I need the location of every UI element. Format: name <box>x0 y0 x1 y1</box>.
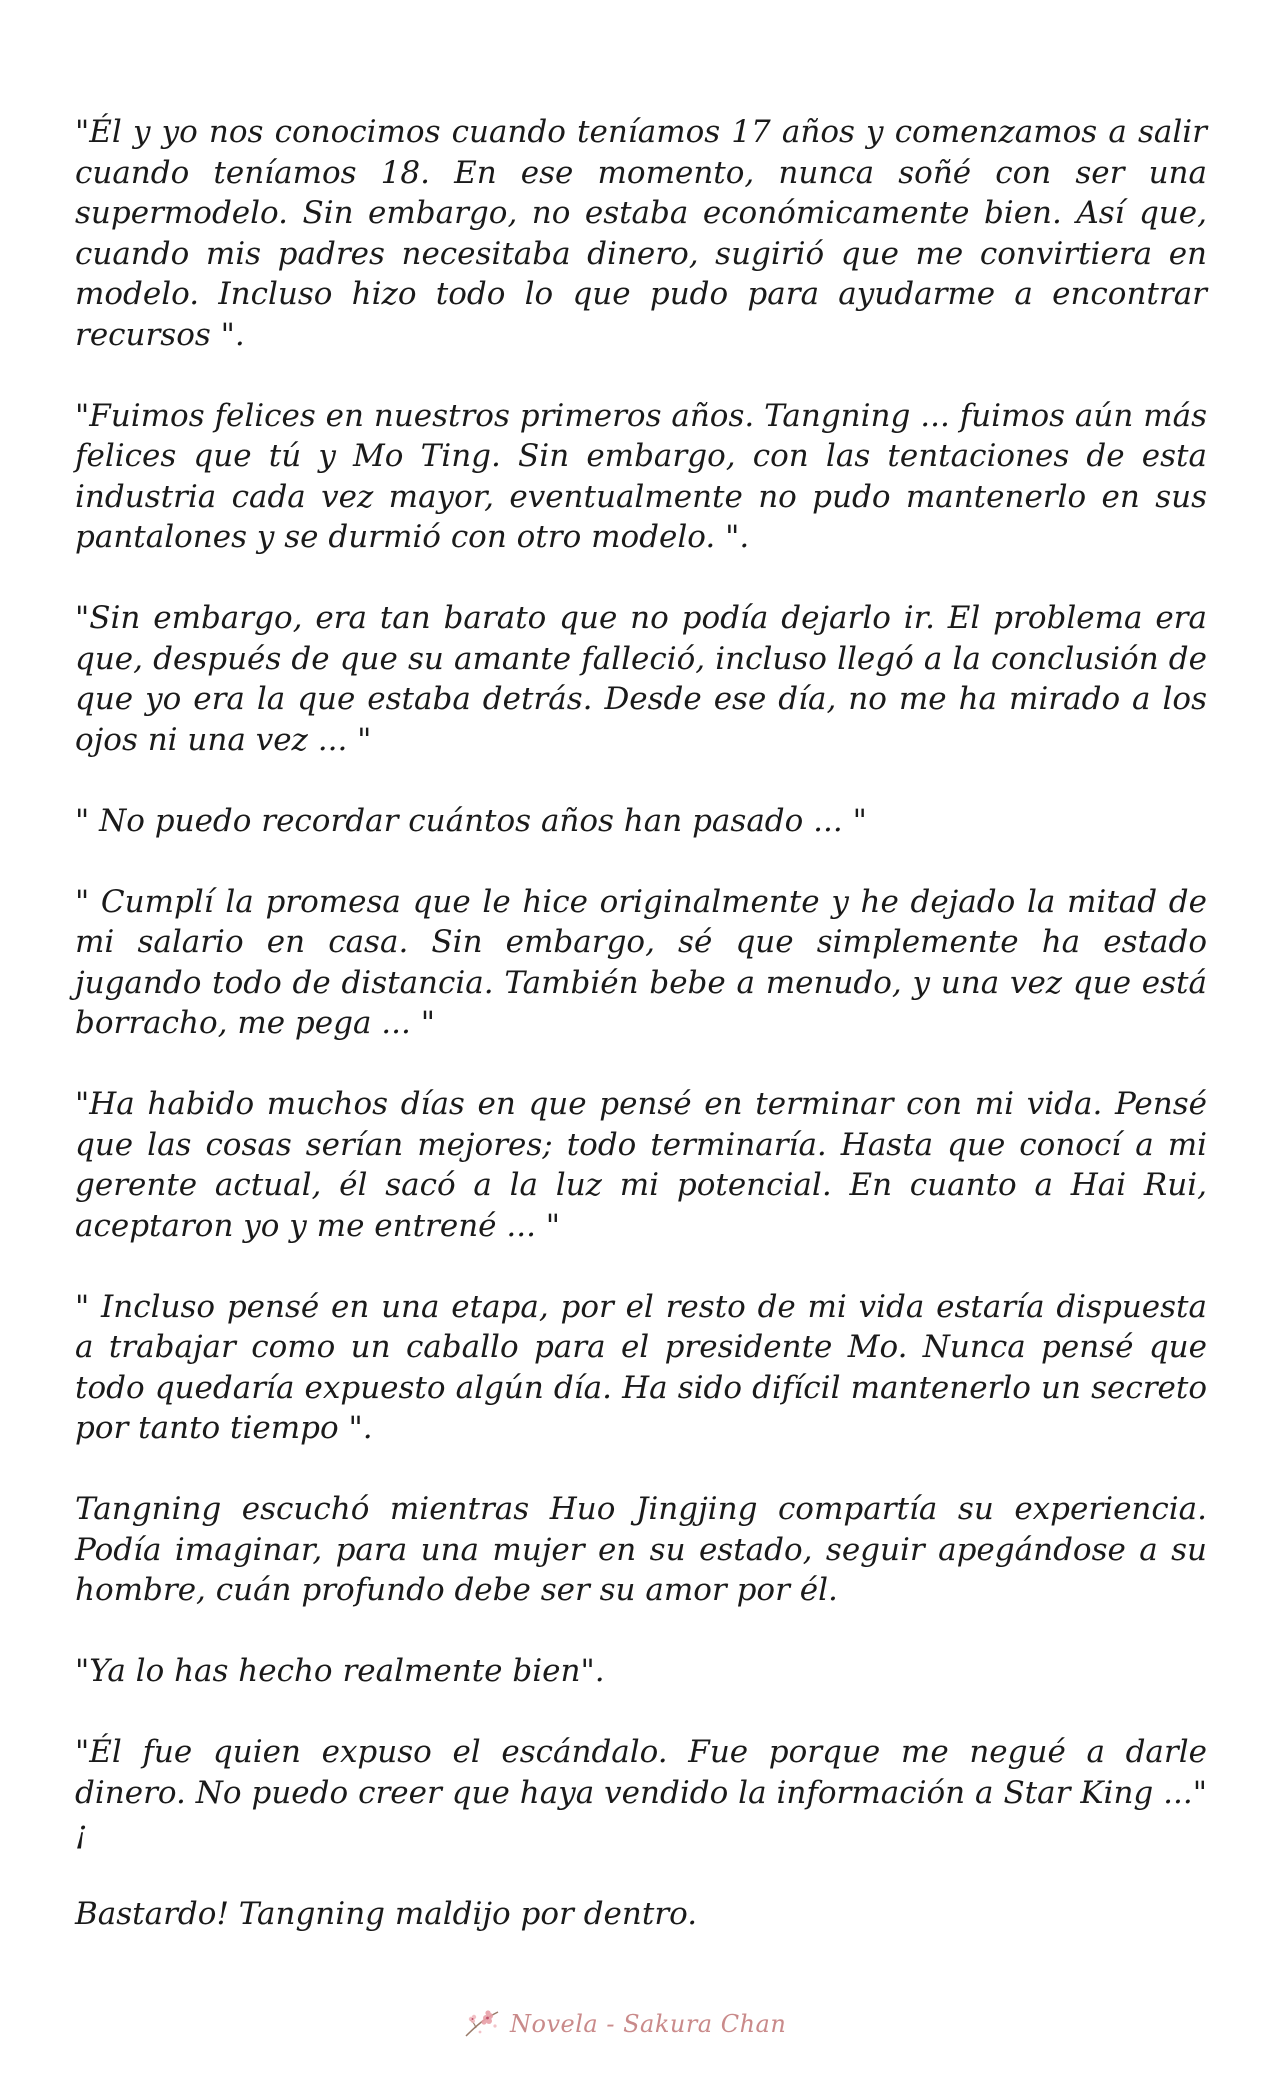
paragraph-9: "Ya lo has hecho realmente bien". <box>75 1653 605 1689</box>
paragraph-8: Tangning escuchó mientras Huo Jingjing compartía su experiencia. Podía imaginar, para una mujer en su estado, seguir apegándose a su hombre, cuán profundo debe ser su amor por él. <box>75 1491 1207 1608</box>
paragraph-1: "Él y yo nos conocimos cuando teníamos 17 años y comenzamos a salir cuando teníamos 18. En ese momento, nunca soñé con ser una supermodelo. Sin embargo, no estaba económicamente bien. Así que, cuando mis padres necesitaba dinero, sugirió que me convirtiera en modelo. Incluso hizo todo lo que pudo para ayudarme a encontrar recursos ". <box>75 114 1207 353</box>
paragraph-11: Bastardo! Tangning maldijo por dentro. <box>75 1896 698 1932</box>
watermark-text: Novela - Sakura Chan <box>510 2010 787 2038</box>
paragraph-6: "Ha habido muchos días en que pensé en terminar con mi vida. Pensé que las cosas serían mejores; todo terminaría. Hasta que conocí a mi gerente actual, él sacó a la luz mi potencial. En cuanto a Hai Rui, aceptaron yo y me entrené ... " <box>75 1086 1207 1244</box>
paragraph-4: " No puedo recordar cuántos años han pasado ... " <box>75 802 867 839</box>
chapter-text <box>75 112 1207 1935</box>
paragraph-7: " Incluso pensé en una etapa, por el resto de mi vida estaría dispuesta a trabajar como un caballo para el presidente Mo. Nunca pensé que todo quedaría expuesto algún día. Ha sido difícil mantenerlo un secreto por tanto tiempo ". <box>75 1288 1207 1446</box>
paragraph-5: " Cumplí la promesa que le hice originalmente y he dejado la mitad de mi salario en casa. Sin embargo, sé que simplemente ha estado jugando todo de distancia. También bebe a menudo, y una vez que está borracho, me pega ... " <box>75 883 1207 1041</box>
watermark <box>462 2002 842 2046</box>
paragraph-2: "Fuimos felices en nuestros primeros años. Tangning ... fuimos aún más felices que tú y Mo Ting. Sin embargo, con las tentaciones de esta industria cada vez mayor, eventualmente no pudo mantenerlo en sus pantalones y se durmió con otro modelo. ". <box>75 397 1207 555</box>
paragraph-10: "Él fue quien expuso el escándalo. Fue porque me negué a darle dinero. No puedo creer que haya vendido la información a Star King ..." ¡ <box>75 1734 1207 1851</box>
cherry-blossom-icon <box>462 2006 502 2042</box>
paragraph-3: "Sin embargo, era tan barato que no podía dejarlo ir. El problema era que, después de que su amante falleció, incluso llegó a la conclusión de que yo era la que estaba detrás. Desde ese día, no me ha mirado a los ojos ni una vez ... " <box>75 600 1207 758</box>
